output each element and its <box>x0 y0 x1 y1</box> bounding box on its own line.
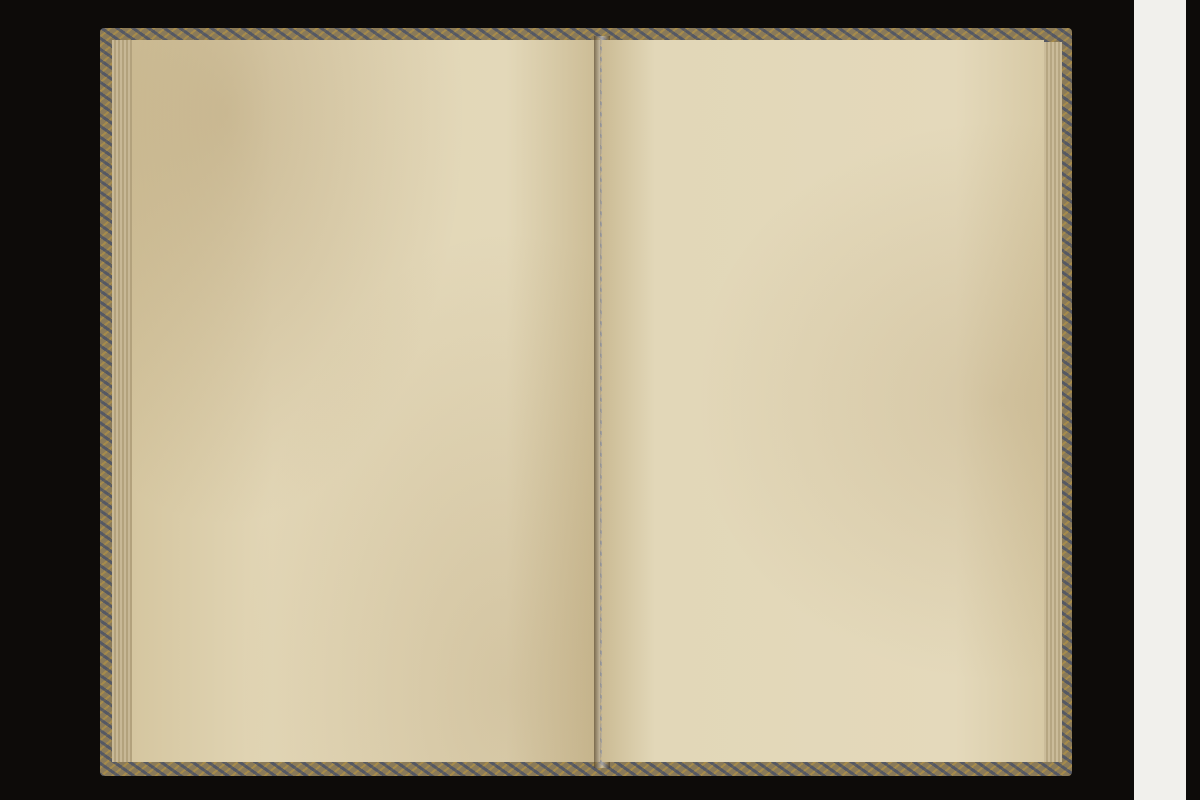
left-page <box>132 40 600 762</box>
ruler-ticks <box>1134 0 1186 800</box>
right-page <box>602 40 1044 762</box>
measuring-ruler <box>1134 0 1186 800</box>
